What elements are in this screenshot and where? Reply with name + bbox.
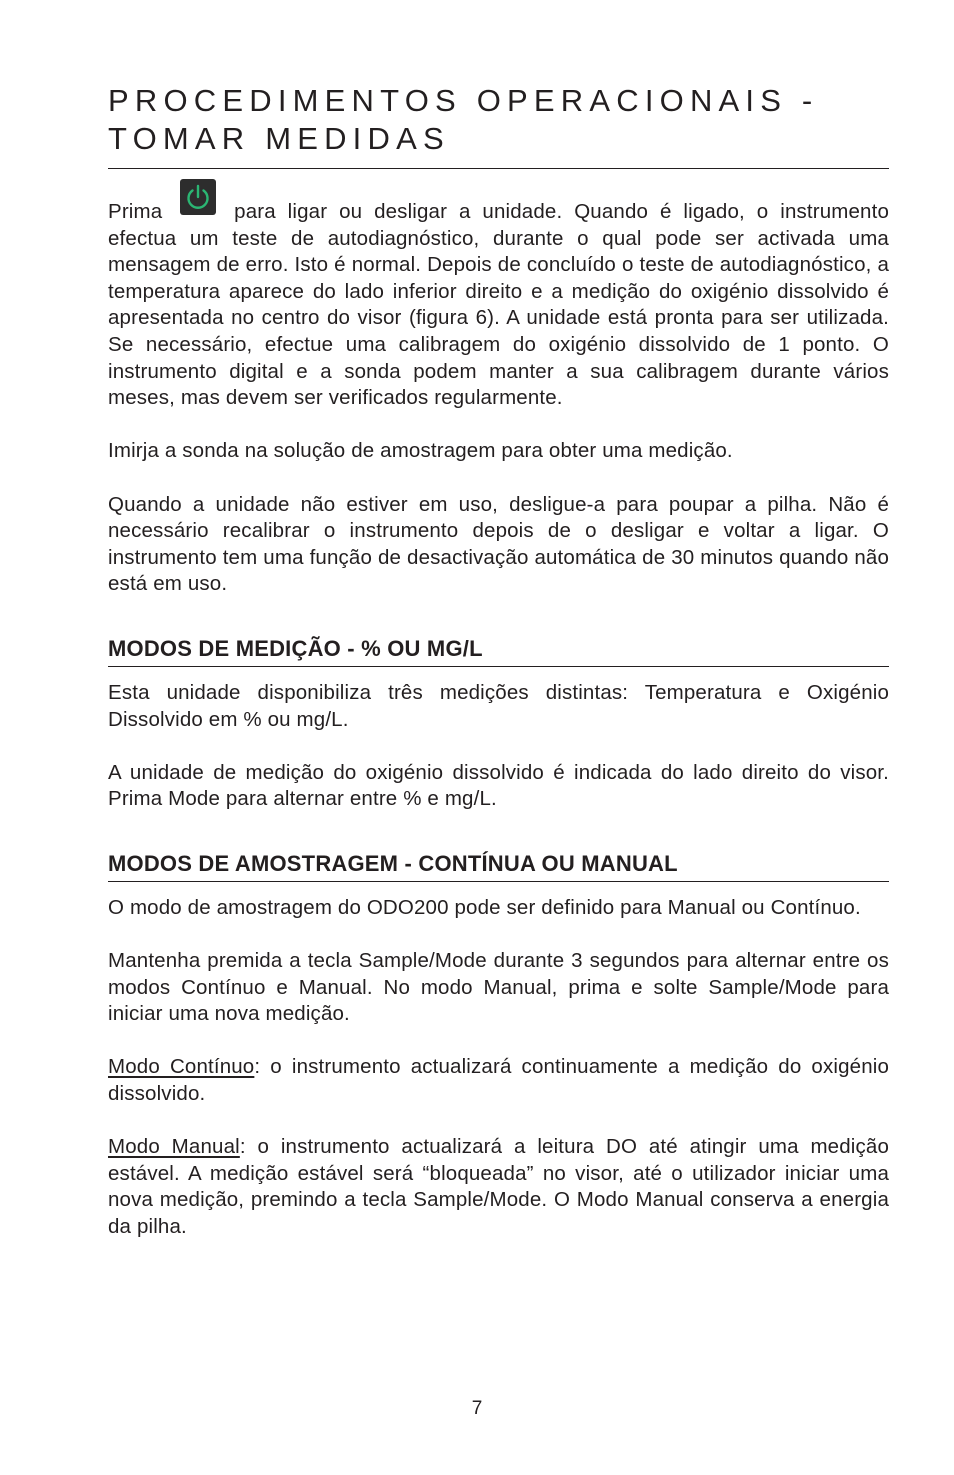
- manual-mode-label: Modo Manual: [108, 1135, 240, 1159]
- measurement-modes-paragraph-1: Esta unidade disponibiliza três medições distintas: Temperatura e Oxigénio Dissolvido em % ou mg/L.: [108, 680, 889, 731]
- intro-lead: Prima: [108, 200, 163, 223]
- sampling-modes-paragraph-2: Mantenha premida a tecla Sample/Mode durante 3 segundos para alternar entre os modos Contínuo e Manual. No modo Manual, prima e solte Sample/Mode para iniciar uma nova medição.: [108, 949, 889, 1026]
- intro-paragraph: [108, 185, 889, 412]
- continuous-mode-text: : o instrumento actualizará continuamente a medição do oxigénio dissolvido.: [108, 1055, 889, 1106]
- continuous-mode-label: Modo Contínuo: [108, 1055, 255, 1079]
- page-content: [108, 82, 889, 1241]
- page-title-line-2: TOMAR MEDIDAS: [108, 121, 450, 156]
- sampling-modes-paragraph-1: O modo de amostragem do ODO200 pode ser definido para Manual ou Contínuo.: [108, 895, 861, 919]
- page-title-line-1: PROCEDIMENTOS OPERACIONAIS -: [108, 83, 819, 118]
- continuous-mode-paragraph: [108, 1054, 889, 1107]
- page-number: 7: [471, 1398, 483, 1419]
- immerse-paragraph: Imirja a sonda na solução de amostragem para obter uma medição.: [108, 439, 733, 463]
- manual-mode-paragraph: [108, 1134, 889, 1240]
- page-title: [108, 82, 889, 169]
- power-off-paragraph: Quando a unidade não estiver em uso, desligue-a para poupar a pilha. Não é necessário recalibrar o instrumento depois de o desligar e voltar a ligar. O instrumento tem uma função de desactivação automática de 30 minutos quando não está em uso.: [108, 492, 889, 596]
- sampling-modes-heading: MODOS DE AMOSTRAGEM - CONTÍNUA OU MANUAL: [108, 850, 889, 882]
- intro-text: para ligar ou desligar a unidade. Quando é ligado, o instrumento efectua um teste de autodiagnóstico, durante o qual pode ser activada uma mensagem de erro. Isto é normal. Depois de concluído o teste de autodiagnóstico, a temperatura aparece do lado inferior direito e a medição do oxigénio dissolvido é apresentada no centro do visor (figura 6). A unidade está pronta para ser utilizada. Se necessário, efectue uma calibragem do oxigénio dissolvido de 1 ponto. O instrumento digital e a sonda podem manter a sua calibragem durante vários meses, mas devem ser verificados regularmente.: [108, 200, 889, 410]
- measurement-modes-paragraph-2: A unidade de medição do oxigénio dissolvido é indicada do lado direito do visor. Prima Mode para alternar entre % e mg/L.: [108, 760, 889, 811]
- measurement-modes-heading: MODOS DE MEDIÇÃO - % OU MG/L: [108, 635, 889, 667]
- power-icon: [180, 179, 216, 215]
- manual-mode-text: : o instrumento actualizará a leitura DO até atingir uma medição estável. A medição estável será “bloqueada” no visor, até o utilizador iniciar uma nova medição, premindo a tecla Sample/Mode. O Modo Manual conserva a energia da pilha.: [108, 1135, 889, 1238]
